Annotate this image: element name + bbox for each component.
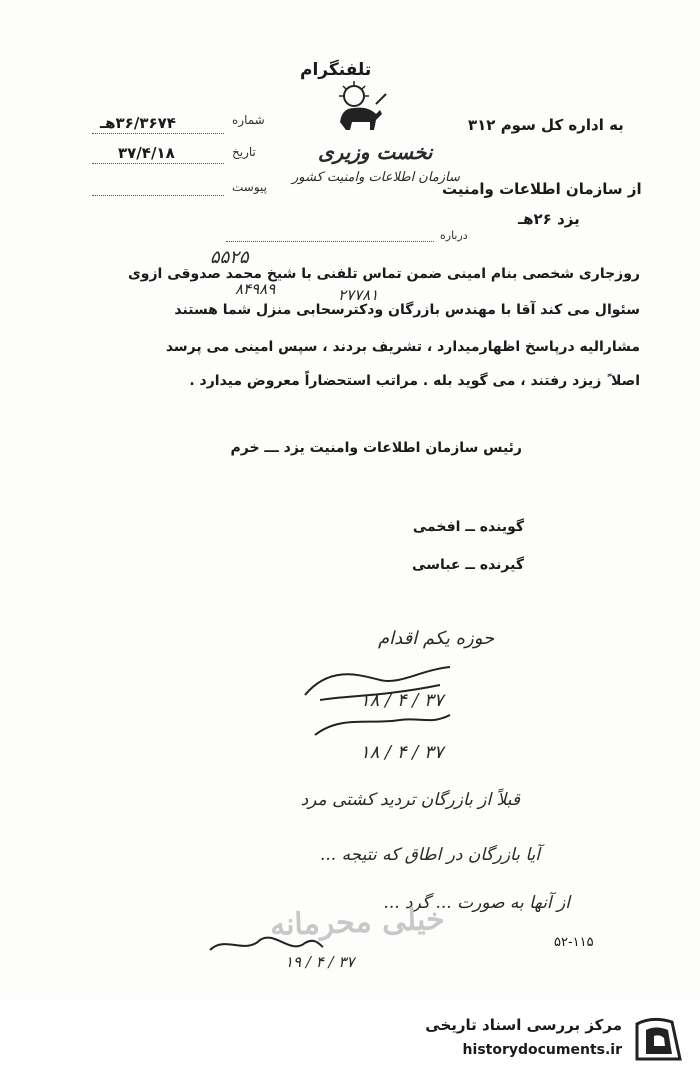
subject-label: درباره bbox=[440, 229, 468, 242]
handwritten-note-line-1: قبلاً از بازرگان تردید کشتی مرد bbox=[300, 790, 520, 810]
number-dotted-line bbox=[92, 132, 224, 134]
handwritten-date-1: ۱۸ / ۴ / ۳۷ bbox=[360, 690, 444, 711]
date-label: تاریخ bbox=[232, 145, 256, 159]
body-line-4: اصلا ً زیزد رفتند ، می گوید بله . مراتب استحضاراً معروض میدارد . bbox=[189, 373, 640, 389]
attachment-dotted-line bbox=[92, 194, 224, 196]
handwritten-date-3: ۱۹ / ۴ / ۳۷ bbox=[285, 953, 355, 971]
signatory-line: رئیس سازمان اطلاعات وامنیت یزد ـــ خرم bbox=[230, 440, 522, 456]
date-dotted-line bbox=[92, 162, 224, 164]
archive-website: historydocuments.ir bbox=[462, 1042, 622, 1058]
handwritten-reference-number: ۵۵۲۵ bbox=[210, 247, 249, 268]
telegram-label: تلفنگرام bbox=[300, 60, 372, 80]
archive-footer bbox=[0, 1000, 700, 1076]
number-label: شماره bbox=[232, 113, 265, 127]
document-code: ۵۲-۱۱۵ bbox=[554, 935, 594, 950]
subject-dotted-line bbox=[226, 240, 434, 242]
number-value: ۳۶/۳۶۷۴هـ bbox=[100, 114, 176, 132]
body-line-2: سئوال می کند آقا با مهندس بازرگان ودکترسحابی منزل شما هستند bbox=[174, 302, 640, 318]
attachment-label: پیوست bbox=[232, 180, 267, 194]
handwritten-phone-b: ۲۷۷۸۱ bbox=[338, 286, 379, 304]
receiver-line: گیرنده ــ عباسی bbox=[412, 557, 524, 573]
recipient-line: به اداره کل سوم ۳۱۲ bbox=[468, 116, 624, 134]
confidential-stamp: خیلی محرمانه bbox=[269, 901, 446, 944]
office-subname: سازمان اطلاعات وامنیت کشور bbox=[292, 170, 460, 185]
body-line-3: مشارالیه درپاسخ اظهارمیدارد ، تشریف بردند ، سپس امینی می پرسد bbox=[165, 339, 640, 355]
handwritten-note-line-3: از آنها به صورت ... گرد ... bbox=[383, 893, 570, 913]
body-line-1: روزجاری شخصی بنام امینی ضمن تماس تلفنی با شیخ محمد صدوقی ازوی bbox=[127, 266, 640, 282]
handwritten-note-line-2: آیا بازرگان در اطاق که نتیجه ... bbox=[319, 845, 540, 865]
archive-logo-icon bbox=[632, 1014, 686, 1064]
sender-line: از سازمان اطلاعات وامنیت bbox=[442, 180, 642, 198]
handwritten-phone-a: ۸۴۹۸۹ bbox=[235, 280, 276, 298]
handwritten-date-2: ۱۸ / ۴ / ۳۷ bbox=[360, 742, 444, 763]
lion-and-sun-emblem bbox=[330, 78, 388, 136]
city-line: یزد ۲۶هـ bbox=[518, 210, 580, 228]
office-name: نخست وزیری bbox=[318, 140, 433, 164]
date-value: ۳۷/۴/۱۸ bbox=[118, 144, 175, 162]
archive-name: مرکز بررسی اسناد تاریخی bbox=[425, 1016, 622, 1034]
speaker-line: گوینده ــ افخمی bbox=[412, 519, 524, 535]
handwritten-routing-note: حوزه یکم اقدام bbox=[378, 628, 495, 649]
